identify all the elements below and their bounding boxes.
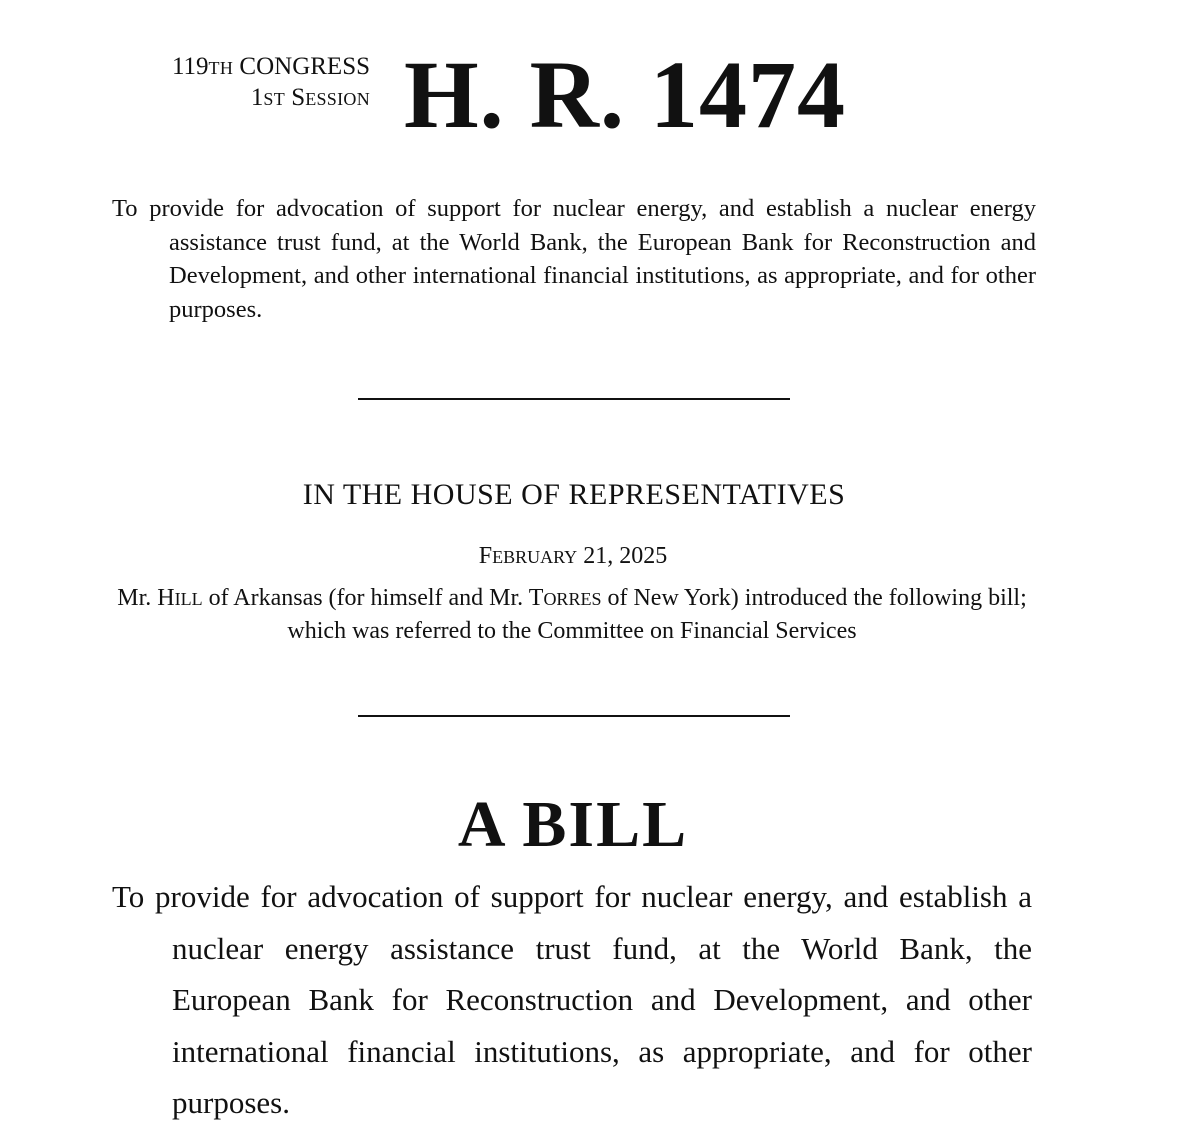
sponsor-name: HILL — [157, 585, 203, 611]
divider-rule — [358, 715, 790, 717]
session-line: 1ST SESSION — [250, 84, 370, 111]
congress-line: 119TH CONGRESS — [171, 53, 370, 80]
bill-heading: A BILL — [457, 788, 689, 861]
short-title: To provide for advocation of support for nuclear energy, and establish a nuclear energy assistance trust fund, at the World Bank, the European Bank for Reconstruction and Development, and other international financial institutions, as appropriate, and for other purposes. — [112, 195, 1036, 323]
introduction-statement: Mr. HILL of Arkansas (for himself and Mr. TORRES of New York) introduced the following bill; which was referred to the Committee on Financial Services — [117, 585, 1027, 644]
introduction-date: FEBRUARY 21, 2025 — [478, 543, 668, 569]
congress-session-label — [100, 52, 370, 114]
divider-rule — [358, 398, 790, 400]
cosponsor-name: TORRES — [528, 585, 602, 611]
long-title: To provide for advocation of support for nuclear energy, and establish a nuclear energy assistance trust fund, at the World Bank, the European Bank for Reconstruction and Development, and other international financial institutions, as appropriate, and for other purposes. — [112, 879, 1032, 1120]
bill-number: H. R. 1474 — [404, 41, 846, 148]
chamber-heading: IN THE HOUSE OF REPRESENTATIVES — [302, 478, 846, 511]
